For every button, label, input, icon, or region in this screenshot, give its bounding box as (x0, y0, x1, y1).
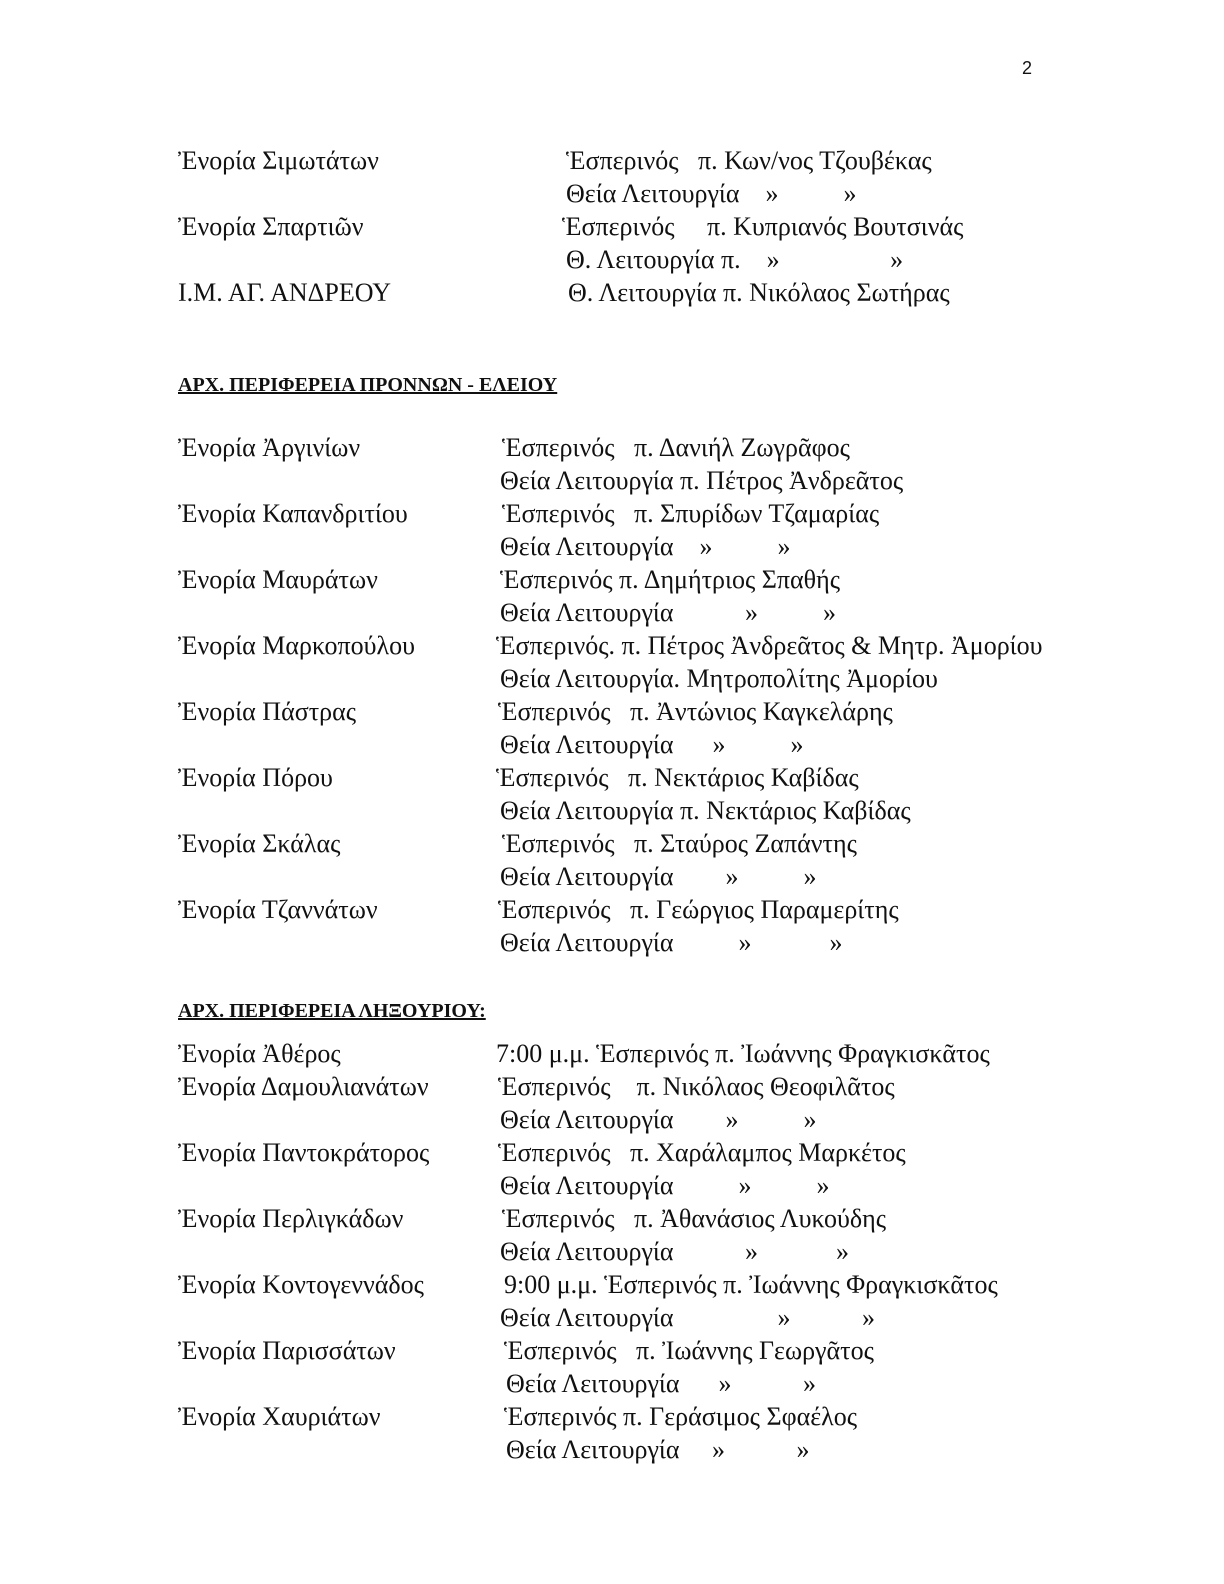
parish-name: Ἐνορία Σπαρτιῶν (178, 212, 364, 241)
service-line: Ἑσπερινός. π. Πέτρος Ἀνδρεᾶτος & Μητρ. Ἀμορίου (496, 631, 1043, 660)
service-line: Ἑσπερινός π. Νεκτάριος Καβίδας (496, 763, 859, 792)
service-line: Θεία Λειτουργία π. Νεκτάριος Καβίδας (500, 796, 911, 825)
service-line: Θεία Λειτουργία π. Πέτρος Ἀνδρεᾶτος (500, 466, 904, 495)
parish-name: Ἐνορία Μαρκοπούλου (178, 631, 416, 660)
parish-name: Ἐνορία Ἀθέρος (178, 1039, 341, 1068)
service-line: Ἑσπερινός π. Νικόλαος Θεοφιλᾶτος (498, 1072, 895, 1101)
parish-name: Ἐνορία Τζαννάτων (178, 895, 378, 924)
service-line: Θεία Λειτουργία. Μητροπολίτης Ἀμορίου (500, 664, 938, 693)
service-line: Ἑσπερινός π. Σπυρίδων Τζαμαρίας (502, 499, 880, 528)
parish-name: Ἐνορία Σιμωτάτων (178, 146, 379, 175)
parish-name: Ι.Μ. ΑΓ. ΑΝΔΡΕΟΥ (178, 278, 391, 307)
service-line: Ἑσπερινός π. Γεράσιμος Σφαέλος (504, 1402, 858, 1431)
service-line: Θεία Λειτουργία » » (500, 1303, 876, 1332)
parish-name: Ἐνορία Δαμουλιανάτων (178, 1072, 429, 1101)
section-heading: ΑΡΧ. ΠΕΡΙΦΕΡΕΙΑ ΠΡΟΝΝΩΝ - ΕΛΕΙΟΥ (178, 374, 558, 396)
service-line: Θεία Λειτουργία » » (500, 928, 843, 957)
service-line: Θεία Λειτουργία » » (506, 1435, 810, 1464)
parish-name: Ἐνορία Σκάλας (178, 829, 341, 858)
page-number: 2 (1022, 58, 1033, 78)
service-line: Ἑσπερινός π. Ἰωάννης Γεωργᾶτος (504, 1336, 874, 1365)
service-line: Θεία Λειτουργία » » (500, 730, 804, 759)
service-line: Ἑσπερινός π. Σταύρος Ζαπάντης (502, 829, 857, 858)
parish-name: Ἐνορία Παντοκράτορος (178, 1138, 430, 1167)
service-line: 9:00 μ.μ. Ἑσπερινός π. Ἰωάννης Φραγκισκᾶτος (504, 1270, 998, 1299)
parish-name: Ἐνορία Χαυριάτων (178, 1402, 381, 1431)
parish-name: Ἐνορία Καπανδριτίου (178, 499, 408, 528)
service-line: Ἑσπερινός π. Δανιήλ Ζωγρᾶφος (502, 433, 850, 462)
service-line: Ἑσπερινός π. Γεώργιος Παραμερίτης (498, 895, 899, 924)
service-line: Ἑσπερινός π. Ἀντώνιος Καγκελάρης (498, 697, 893, 726)
service-line: Θεία Λειτουργία » » (500, 532, 791, 561)
service-line: Θ. Λειτουργία π. Νικόλαος Σωτήρας (568, 278, 950, 307)
parish-name: Ἐνορία Κοντογεννάδος (178, 1270, 424, 1299)
service-line: Θεία Λειτουργία » » (500, 1105, 817, 1134)
service-line: 7:00 μ.μ. Ἑσπερινός π. Ἰωάννης Φραγκισκᾶτος (496, 1039, 990, 1068)
section-heading: ΑΡΧ. ΠΕΡΙΦΕΡΕΙΑ ΛΗΞΟΥΡΙΟΥ: (178, 1000, 486, 1022)
parish-name: Ἐνορία Ἀργινίων (178, 433, 361, 462)
service-line: Θεία Λειτουργία » » (506, 1369, 817, 1398)
service-line: Ἑσπερινός π. Χαράλαμπος Μαρκέτος (498, 1138, 906, 1167)
service-line: Θεία Λειτουργία » » (500, 862, 817, 891)
service-line: Θ. Λειτουργία π. » » (566, 245, 904, 274)
service-line: Ἑσπερινός π. Κυπριανός Βουτσινάς (562, 212, 964, 241)
service-line: Ἑσπερινός π. Δημήτριος Σπαθής (500, 565, 841, 594)
parish-name: Ἐνορία Πάστρας (178, 697, 357, 726)
service-line: Θεία Λειτουργία » » (566, 179, 857, 208)
service-line: Ἑσπερινός π. Κων/νος Τζουβέκας (566, 146, 932, 175)
parish-name: Ἐνορία Μαυράτων (178, 565, 378, 594)
parish-name: Ἐνορία Παρισσάτων (178, 1336, 396, 1365)
service-line: Θεία Λειτουργία » » (500, 1237, 850, 1266)
service-line: Ἑσπερινός π. Ἀθανάσιος Λυκούδης (502, 1204, 887, 1233)
service-line: Θεία Λειτουργία » » (500, 1171, 830, 1200)
parish-name: Ἐνορία Περλιγκάδων (178, 1204, 404, 1233)
parish-name: Ἐνορία Πόρου (178, 763, 333, 792)
service-line: Θεία Λειτουργία » » (500, 598, 837, 627)
